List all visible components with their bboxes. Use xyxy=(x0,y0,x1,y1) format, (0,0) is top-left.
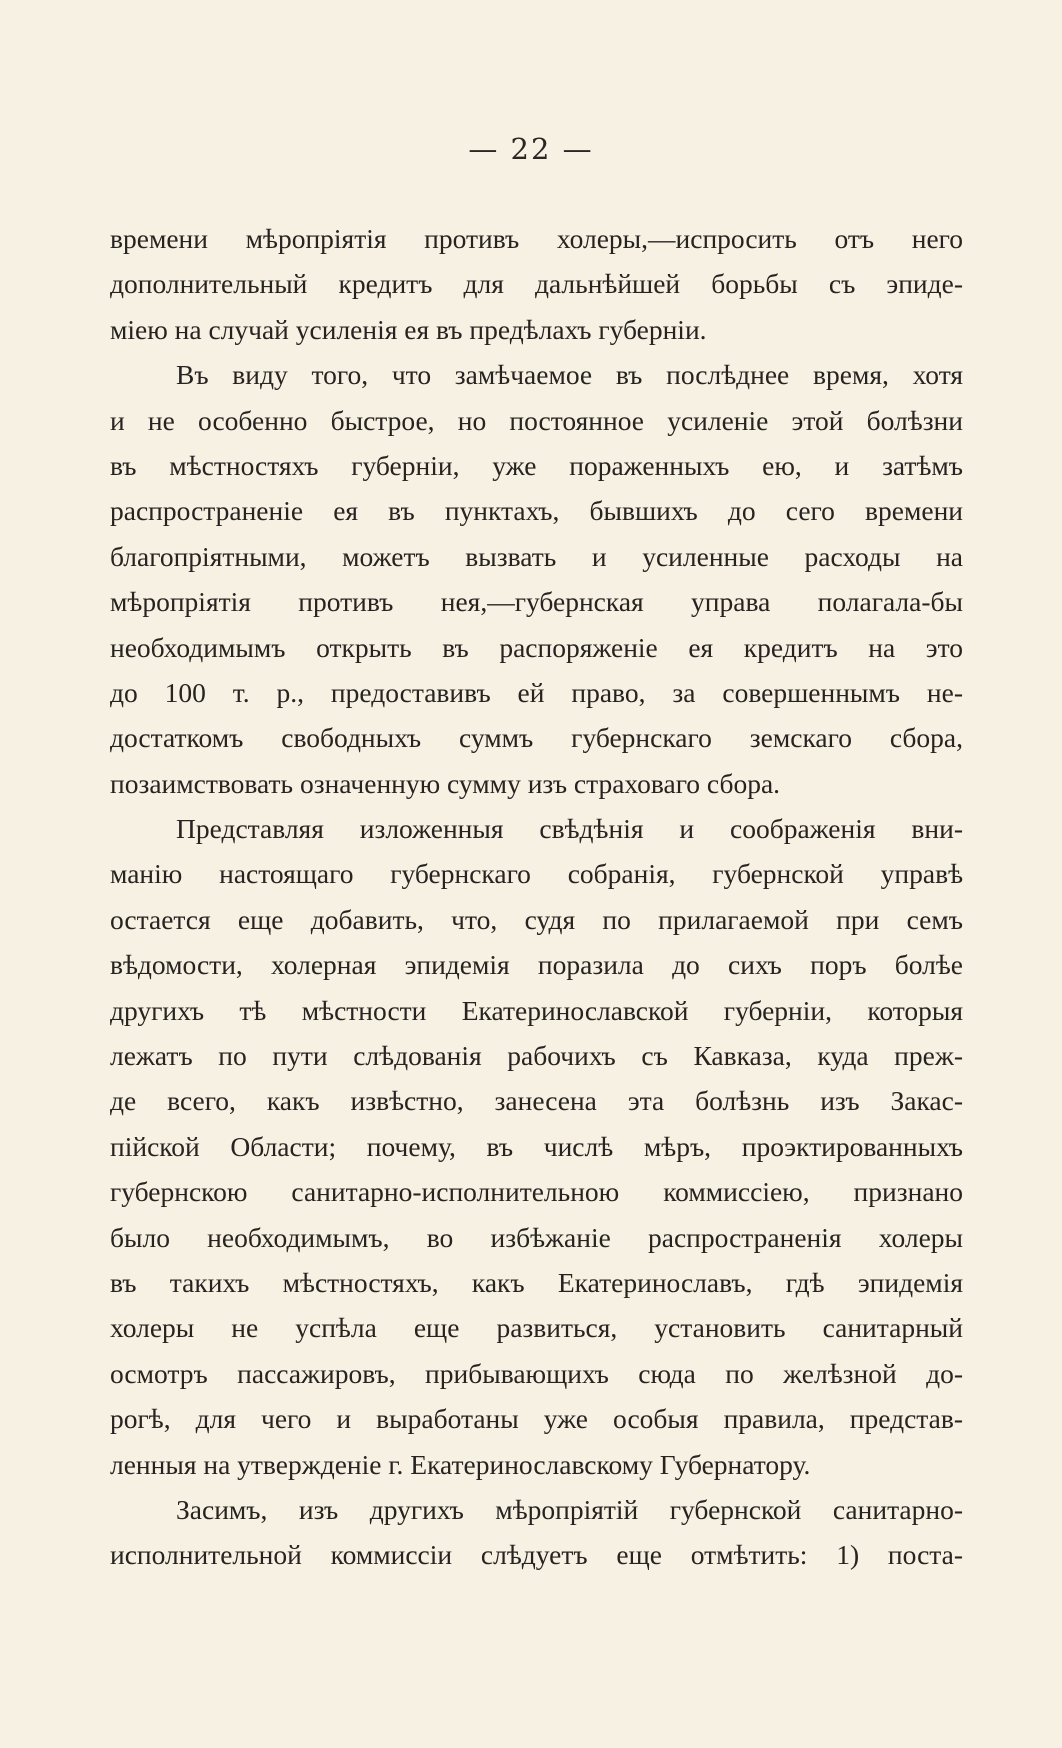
text-line: и не особенно быстрое, но постоянное усиленіе этой болѣзни xyxy=(110,404,963,436)
text-line: въ мѣстностяхъ губерніи, уже пораженныхъ ею, и затѣмъ xyxy=(110,449,963,481)
text-line: осмотръ пассажировъ, прибывающихъ сюда по желѣзной до- xyxy=(110,1357,963,1389)
text-line: благопріятными, можетъ вызвать и усиленные расходы на xyxy=(110,540,963,572)
text-line: было необходимымъ, во избѣжаніе распространенія холеры xyxy=(110,1221,963,1253)
text-line: дополнительный кредитъ для дальнѣйшей борьбы съ эпиде- xyxy=(110,268,963,300)
text-line: вѣдомости, холерная эпидемія поразила до сихъ поръ болѣе xyxy=(110,949,963,981)
text-line: остается еще добавить, что, судя по прилагаемой при семъ xyxy=(110,903,963,935)
text-line: мѣропріятія противъ нея,—губернская управа полагала-бы xyxy=(110,586,963,618)
text-line: манію настоящаго губернскаго собранія, губернской управѣ xyxy=(110,858,963,890)
text-line: губернскою санитарно-исполнительною коммиссіею, признано xyxy=(110,1176,963,1208)
text-line: пійской Области; почему, въ числѣ мѣръ, проэктированныхъ xyxy=(110,1130,963,1162)
text-line: времени мѣропріятія противъ холеры,—испросить отъ него xyxy=(110,223,963,254)
body-text xyxy=(110,216,963,1578)
text-line: ленныя на утвержденіе г. Екатеринославскому Губернатору. xyxy=(110,1448,811,1480)
text-line: другихъ тѣ мѣстности Екатеринославской губерніи, которыя xyxy=(110,994,963,1026)
text-line: распространеніе ея въ пунктахъ, бывшихъ до сего времени xyxy=(110,495,963,527)
text-line: исполнительной коммиссіи слѣдуетъ еще отмѣтить: 1) поста- xyxy=(110,1539,963,1571)
text-line: холеры не успѣла еще развиться, установить санитарный xyxy=(110,1312,963,1344)
text-line: де всего, какъ извѣстно, занесена эта болѣзнь изъ Закас- xyxy=(110,1085,963,1117)
text-line: въ такихъ мѣстностяхъ, какъ Екатеринославъ, гдѣ эпидемія xyxy=(110,1266,963,1298)
text-line: Въ виду того, что замѣчаемое въ послѣднее время, хотя xyxy=(176,359,963,391)
text-line: до 100 т. р., предоставивъ ей право, за совершеннымъ не- xyxy=(110,676,963,708)
text-line: міею на случай усиленія ея въ предѣлахъ губерніи. xyxy=(110,313,707,345)
text-line: рогѣ, для чего и выработаны уже особыя правила, представ- xyxy=(110,1403,963,1435)
text-line: необходимымъ открыть въ распоряженіе ея кредитъ на это xyxy=(110,631,963,663)
page-number: — 22 — xyxy=(468,132,594,166)
text-line: лежатъ по пути слѣдованія рабочихъ съ Кавказа, куда преж- xyxy=(110,1040,963,1072)
text-line: достаткомъ свободныхъ суммъ губернскаго земскаго сбора, xyxy=(110,722,963,754)
text-line: Представляя изложенныя свѣдѣнія и соображенія вни- xyxy=(176,813,963,845)
text-line: Засимъ, изъ другихъ мѣропріятій губернской санитарно- xyxy=(176,1493,963,1525)
text-line: позаимствовать означенную сумму изъ страховаго сбора. xyxy=(110,767,781,799)
